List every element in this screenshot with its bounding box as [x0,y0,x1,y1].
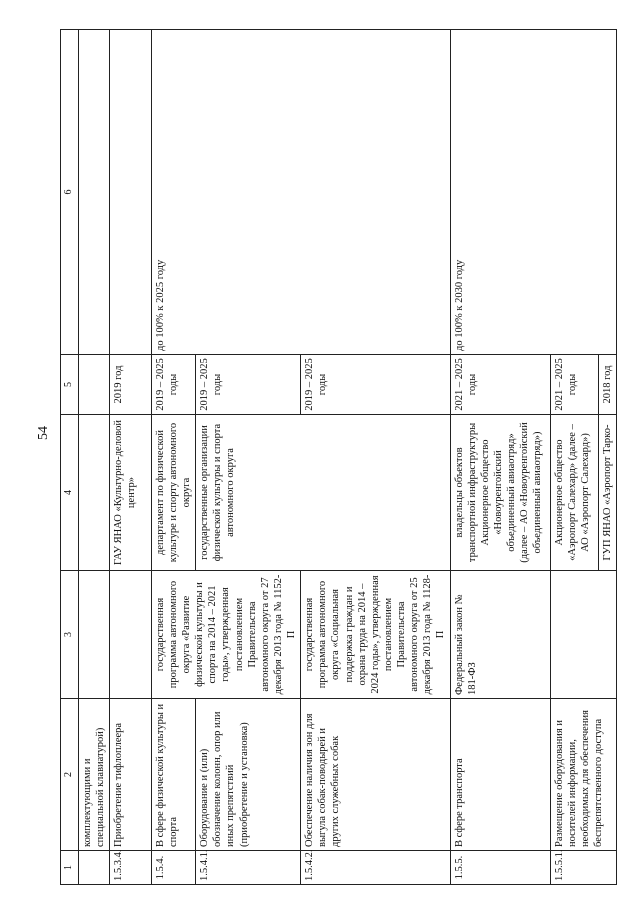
row-number: 1.5.5.1. [550,851,616,885]
row-number [78,851,109,885]
program-cell [550,571,616,699]
measure-name: Приобретение тифлоплеера [109,699,151,851]
table-row [109,30,151,885]
page-number: 54 [36,426,51,440]
program-cell [78,571,109,699]
executor-cell: ГАУ ЯНАО «Культурно-деловой центр» [109,415,151,571]
target-cell [109,30,151,355]
program-cell: государственная программа автономного округа «Развитие физической культуры и спорта на 2014 – 2021 годы», утвержденная постановлением Правительства автономного округа от 27 декабря 2013 года № 1152-П [151,571,300,699]
executor-cell: государственные организации физической культуры и спорта автономного округа [196,415,450,571]
measure-name: Обеспечение наличия зон для выгула собак-поводырей и других служебных собак [301,699,450,851]
period-cell: 2019 год [109,355,151,415]
row-number: 1.5.3.4. [109,851,151,885]
executor-cell: владельцы объектов транспортной инфраструктуры Акционерное общество «Новоуренгойский объединенный авиаотряд» (далее – АО «Новоуренгойский объединенный авиаотряд») [450,415,550,571]
target-cell [78,30,109,355]
measure-name: В сфере физической культуры и спорта [151,699,195,851]
header-cell: 2 [61,699,79,851]
target-cell: до 100% к 2025 году [151,30,450,355]
table-header-row [61,30,79,885]
executor-cell: департамент по физической культуре и спорту автономного округа [151,415,195,571]
executor-cell: ГУП ЯНАО «Аэропорт Тарко- [598,415,616,571]
executor-cell [78,415,109,571]
header-cell: 4 [61,415,79,571]
target-cell: до 100% к 2030 году [450,30,616,355]
measure-name: комплектующими и специальной клавиатурой) [78,699,109,851]
period-cell: 2021 – 2025 годы [550,355,598,415]
row-number: 1.5.4.2. [301,851,450,885]
measures-table [60,29,617,885]
period-cell: 2019 – 2025 годы [301,355,450,415]
program-cell: государственная программа автономного округа «Социальная поддержка граждан и охрана труда на 2014 – 2024 годы», утвержденная постановлением Правительства автономного округа от 25 декабря 2013 года № 1128-П [301,571,450,699]
row-number: 1.5.5. [450,851,550,885]
rotated-table-sheet [60,30,613,885]
measure-name: Размещение оборудования и носителей информации, необходимых для обеспечения беспрепятственного доступа [550,699,616,851]
program-cell [109,571,151,699]
row-number: 1.5.4. [151,851,195,885]
row-number: 1.5.4.1. [196,851,301,885]
header-cell: 3 [61,571,79,699]
header-cell: 6 [61,30,79,355]
table-row [151,30,195,885]
period-cell: 2018 год [598,355,616,415]
program-cell: Федеральный закон № 181-ФЗ [450,571,550,699]
measure-name: Оборудование и (или) обозначение колонн, опор или иных препятствий (приобретение и установка) [196,699,301,851]
measure-name: В сфере транспорта [450,699,550,851]
header-cell: 5 [61,355,79,415]
period-cell [78,355,109,415]
period-cell: 2019 – 2025 годы [196,355,301,415]
header-cell: 1 [61,851,79,885]
executor-cell: Акционерное общество «Аэропорт Салехард» (далее – АО «Аэропорт Салехард») [550,415,598,571]
period-cell: 2021 – 2025 годы [450,355,550,415]
table-row [450,30,550,885]
table-row [78,30,109,885]
period-cell: 2019 – 2025 годы [151,355,195,415]
